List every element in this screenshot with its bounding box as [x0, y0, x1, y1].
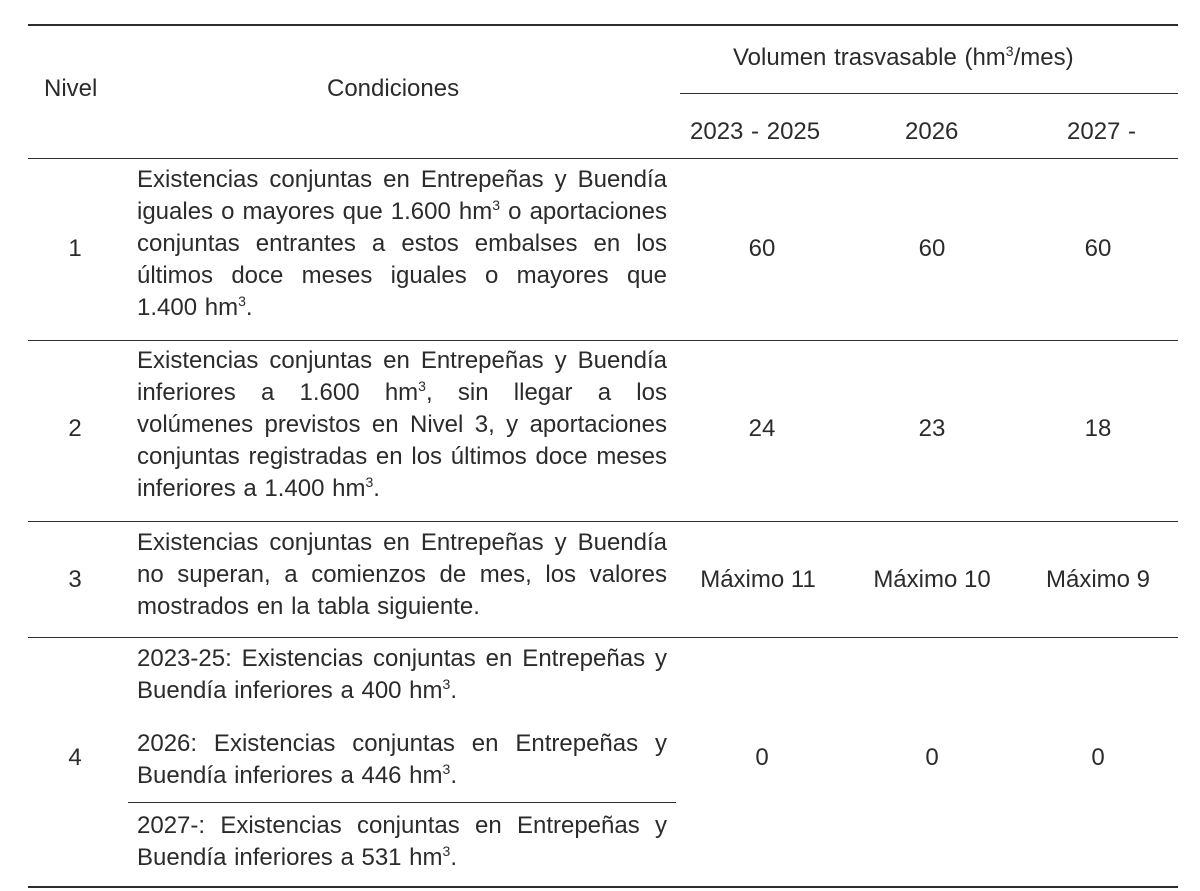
row-4-value-2027: 0 [1091, 744, 1105, 771]
row-3-bottom-rule [28, 637, 1178, 638]
row-3-value-2027: Máximo 9 [1045, 566, 1151, 593]
row-2-bottom-rule [28, 521, 1178, 522]
row-2-value-2026: 23 [918, 415, 946, 442]
header-nivel: Nivel [44, 75, 98, 102]
row-2-condition: Existencias conjuntas en Entrepeñas y Buendía inferiores a 1.600 $hm^3$, sin llegar a los volúmenes previstos en Nivel 3, y aportaciones conjuntas registradas en los últimos doce meses inferiores a 1.400 $hm^3$. [137, 347, 667, 502]
table-top-rule [28, 24, 1178, 26]
table-bottom-rule [28, 886, 1178, 888]
row-1-value-2023-2025: 60 [748, 235, 776, 262]
row-2-value-2027: 18 [1084, 415, 1112, 442]
row-3-nivel: 3 [68, 566, 82, 593]
row-1-condition: Existencias conjuntas en Entrepeñas y Buendía iguales o mayores que 1.600 $hm^3$ o aportaciones conjuntas entrantes a estos embalses en los últimos doce meses iguales o mayores que 1.400 $hm^3$. [137, 166, 667, 321]
sub-condition-rule [128, 802, 676, 803]
row-1-value-2026: 60 [918, 235, 946, 262]
row-1-value-2027: 60 [1084, 235, 1112, 262]
row-3-condition: Existencias conjuntas en Entrepeñas y Buendía no superan, a comienzos de mes, los valores mostrados en la tabla siguiente. [137, 529, 667, 620]
row-4-value-2023-2025: 0 [755, 744, 769, 771]
row-2-value-2023-2025: 24 [748, 415, 776, 442]
row-1-nivel: 1 [68, 235, 82, 262]
row-4-condition-2026: 2026: Existencias conjuntas en Entrepeñas y Buendía inferiores a 446 $hm^3$. [137, 730, 667, 789]
row-3-value-2026: Máximo 10 [873, 566, 991, 593]
header-volumen: Volumen trasvasable $(hm^3/mes)$ [733, 43, 1074, 71]
row-1-bottom-rule [28, 340, 1178, 341]
volume-header-rule [680, 93, 1178, 94]
row-4-condition-2027: 2027-: Existencias conjuntas en Entrepeñas y Buendía inferiores a 531 $hm^3$. [137, 812, 667, 871]
header-year-2026: 2026 [905, 118, 959, 145]
row-4-nivel: 4 [68, 744, 82, 771]
header-year-2027: 2027 - [1067, 118, 1137, 145]
row-4-value-2026: 0 [925, 744, 939, 771]
header-year-2023-2025: 2023 - 2025 [690, 118, 821, 145]
row-3-value-2023-2025: Máximo 11 [700, 566, 816, 593]
row-2-nivel: 2 [68, 415, 82, 442]
header-bottom-rule [28, 158, 1178, 159]
row-4-condition-2023-25: 2023-25: Existencias conjuntas en Entrepeñas y Buendía inferiores a 400 $hm^3$. [137, 645, 667, 704]
header-condiciones: Condiciones [327, 75, 460, 102]
